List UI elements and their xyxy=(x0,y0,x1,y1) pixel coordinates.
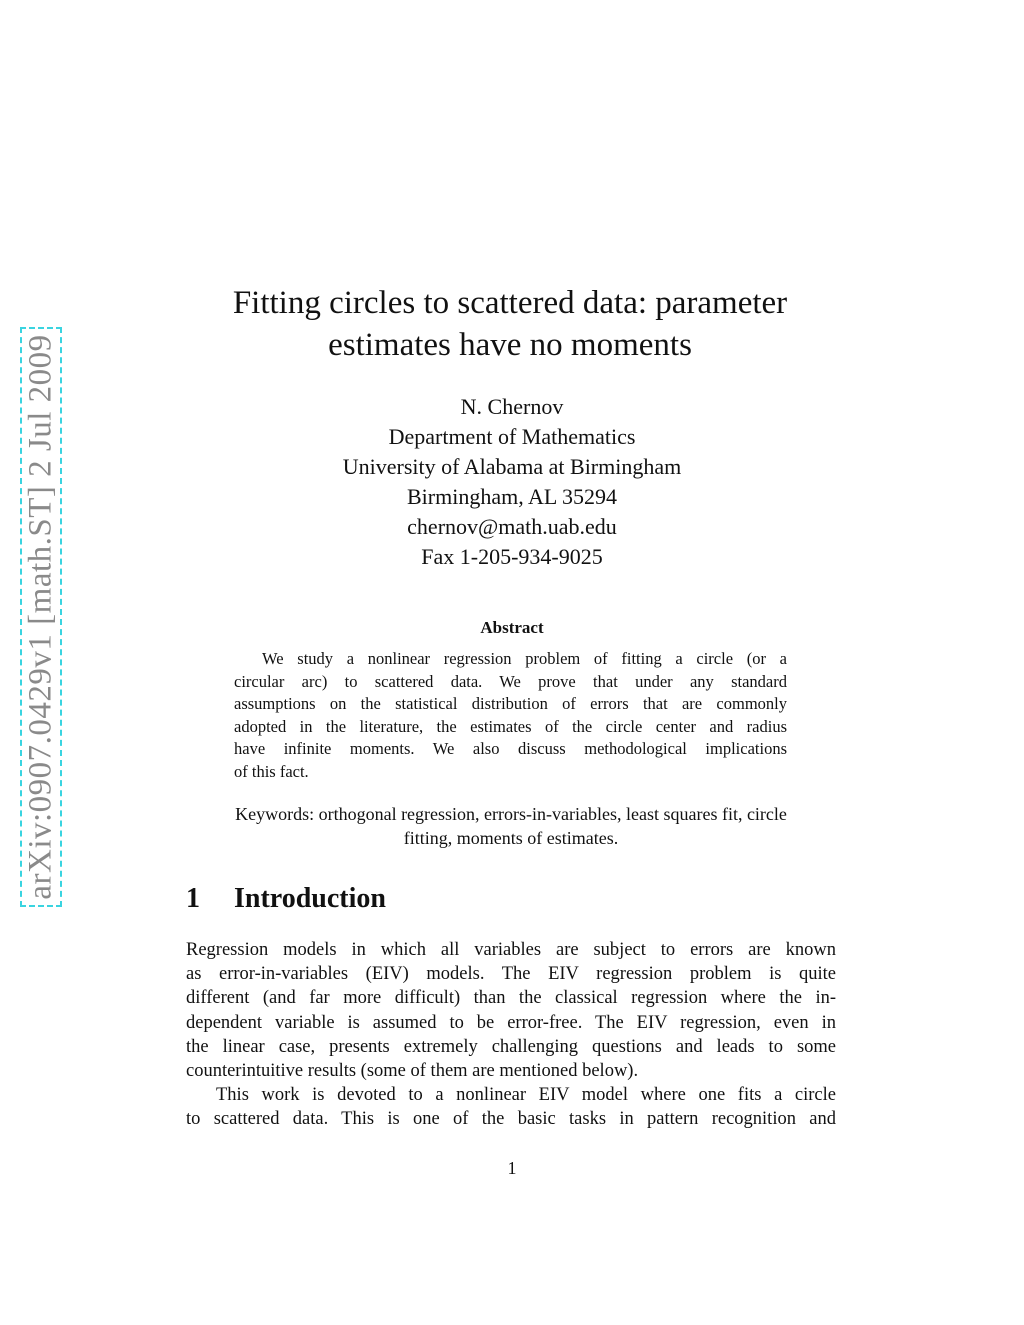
paper-title xyxy=(160,282,860,366)
author-name: N. Chernov xyxy=(460,394,564,419)
title-line-2: estimates have no moments xyxy=(328,327,692,363)
author-email[interactable]: chernov@math.uab.edu xyxy=(407,514,617,539)
section-title: Introduction xyxy=(234,883,386,914)
abstract-body xyxy=(234,648,787,783)
introduction-body xyxy=(186,938,836,1132)
abstract-line: circular arc) to scattered data. We prove that under any standard xyxy=(234,671,787,691)
intro-line: This work is devoted to a nonlinear EIV model where one fits a circle xyxy=(216,1085,836,1106)
abstract-line: adopted in the literature, the estimates of the circle center and radius xyxy=(234,716,787,736)
arxiv-identifier: arXiv:0907.0429v1 [math.ST] 2 Jul 2009 xyxy=(22,334,59,900)
keywords-line-1: Keywords: orthogonal regression, errors-in-variables, least squares fit, circle xyxy=(235,804,787,824)
intro-line: as error-in-variables (EIV) models. The EIV regression problem is quite xyxy=(186,964,836,985)
abstract-line: assumptions on the statistical distribution of errors that are commonly xyxy=(234,694,787,713)
abstract-line: of this fact. xyxy=(234,761,309,781)
arxiv-side-stamp xyxy=(20,327,62,907)
page-number: 1 xyxy=(507,1158,517,1178)
keywords-line-2: fitting, moments of estimates. xyxy=(403,828,619,848)
title-line-1: Fitting circles to scattered data: parameter xyxy=(232,285,788,321)
intro-line: different (and far more difficult) than the classical regression where the in- xyxy=(186,988,836,1009)
section-heading xyxy=(186,883,386,915)
intro-line: dependent variable is assumed to be error-free. The EIV regression, even in xyxy=(186,1012,836,1033)
author-university: University of Alabama at Birmingham xyxy=(342,454,682,479)
abstract-line: have infinite moments. We also discuss methodological implications xyxy=(234,739,787,758)
keywords xyxy=(186,802,836,850)
abstract-heading: Abstract xyxy=(480,618,544,637)
author-department: Department of Mathematics xyxy=(388,424,636,449)
section-number: 1 xyxy=(186,883,200,914)
abstract-line: We study a nonlinear regression problem of fitting a circle (or a xyxy=(262,649,787,668)
author-city: Birmingham, AL 35294 xyxy=(406,484,617,509)
author-block xyxy=(212,392,812,572)
intro-line: counterintuitive results (some of them are mentioned below). xyxy=(186,1061,639,1082)
intro-line: the linear case, presents extremely challenging questions and leads to some xyxy=(186,1036,836,1057)
author-fax: Fax 1-205-934-9025 xyxy=(421,544,603,569)
intro-line: Regression models in which all variables are subject to errors are known xyxy=(186,940,836,960)
intro-line: to scattered data. This is one of the basic tasks in pattern recognition and xyxy=(186,1109,836,1130)
